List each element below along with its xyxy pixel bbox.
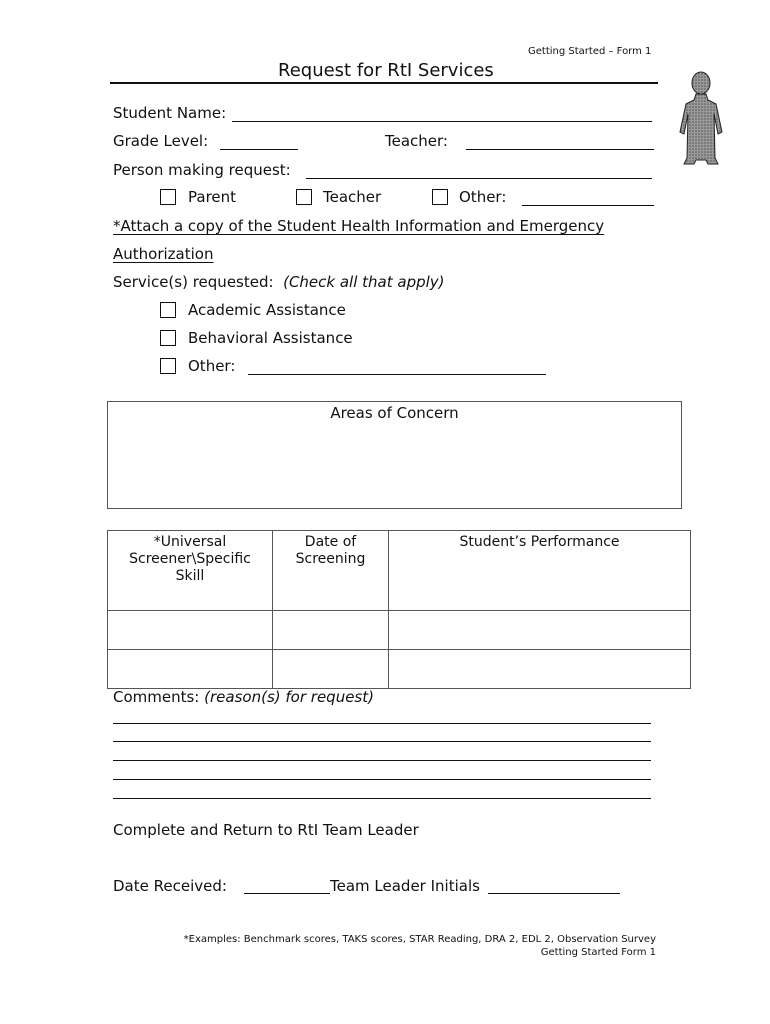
table-row: [108, 611, 691, 650]
other-requester-label: Other:: [459, 188, 507, 206]
page-title: Request for RtI Services: [278, 60, 494, 81]
cell-student-performance[interactable]: [389, 650, 691, 689]
header-screener-skill: *Universal Screener\Specific Skill: [108, 531, 273, 611]
cell-screener-skill[interactable]: [108, 611, 273, 650]
teacher-field[interactable]: [466, 149, 654, 150]
complete-return-instruction: Complete and Return to RtI Team Leader: [113, 821, 419, 839]
person-making-request-label: Person making request:: [113, 161, 291, 179]
student-name-field[interactable]: [232, 121, 652, 122]
other-service-checkbox[interactable]: [160, 358, 176, 374]
team-leader-initials-label: Team Leader Initials: [330, 877, 480, 895]
comment-line[interactable]: [113, 798, 651, 799]
date-received-label: Date Received:: [113, 877, 227, 895]
comments-label: Comments:: [113, 688, 200, 706]
services-label-text: Service(s) requested:: [113, 273, 274, 291]
grade-level-label: Grade Level:: [113, 132, 209, 150]
cell-screener-skill[interactable]: [108, 650, 273, 689]
header-student-performance: Student’s Performance: [389, 531, 691, 611]
parent-option-label: Parent: [188, 188, 237, 206]
teacher-checkbox[interactable]: [296, 189, 312, 205]
attach-note-line1: *Attach a copy of the Student Health Information and Emergency: [113, 217, 605, 235]
table-header-row: [108, 531, 691, 611]
comment-line[interactable]: [113, 723, 651, 724]
examples-footnote: *Examples: Benchmark scores, TAKS scores, STAR Reading, DRA 2, EDL 2, Observation Survey: [183, 934, 656, 945]
comment-line[interactable]: [113, 779, 651, 780]
parent-checkbox[interactable]: [160, 189, 176, 205]
services-requested-label: [113, 273, 445, 291]
person-making-request-field[interactable]: [306, 178, 652, 179]
form-id-top: Getting Started – Form 1: [528, 46, 652, 57]
person-silhouette-icon: [674, 70, 728, 172]
teacher-option-label: Teacher: [323, 188, 382, 206]
header-date-of-screening: Date of Screening: [273, 531, 389, 611]
services-hint: (Check all that apply): [283, 273, 445, 291]
grade-level-field[interactable]: [220, 149, 298, 150]
team-leader-initials-field[interactable]: [488, 893, 620, 894]
other-service-field[interactable]: [248, 374, 546, 375]
other-service-label: Other:: [188, 357, 236, 375]
academic-assistance-checkbox[interactable]: [160, 302, 176, 318]
student-name-label: Student Name:: [113, 104, 227, 122]
areas-of-concern-title: Areas of Concern: [330, 404, 459, 422]
form-id-footer: Getting Started Form 1: [540, 947, 656, 958]
comments-label-row: [113, 688, 374, 706]
table-row: [108, 650, 691, 689]
comment-line[interactable]: [113, 760, 651, 761]
title-rule: [110, 82, 658, 84]
areas-of-concern-box[interactable]: [107, 401, 682, 509]
cell-student-performance[interactable]: [389, 611, 691, 650]
academic-assistance-label: Academic Assistance: [188, 301, 346, 319]
cell-date-of-screening[interactable]: [273, 611, 389, 650]
behavioral-assistance-label: Behavioral Assistance: [188, 329, 353, 347]
other-requester-checkbox[interactable]: [432, 189, 448, 205]
teacher-label: Teacher:: [385, 132, 448, 150]
attach-note-line2: Authorization: [113, 245, 214, 263]
date-received-field[interactable]: [244, 893, 330, 894]
comments-hint: (reason(s) for request): [204, 688, 374, 706]
behavioral-assistance-checkbox[interactable]: [160, 330, 176, 346]
other-requester-field[interactable]: [522, 205, 654, 206]
comment-line[interactable]: [113, 741, 651, 742]
cell-date-of-screening[interactable]: [273, 650, 389, 689]
screening-table: [107, 530, 691, 689]
